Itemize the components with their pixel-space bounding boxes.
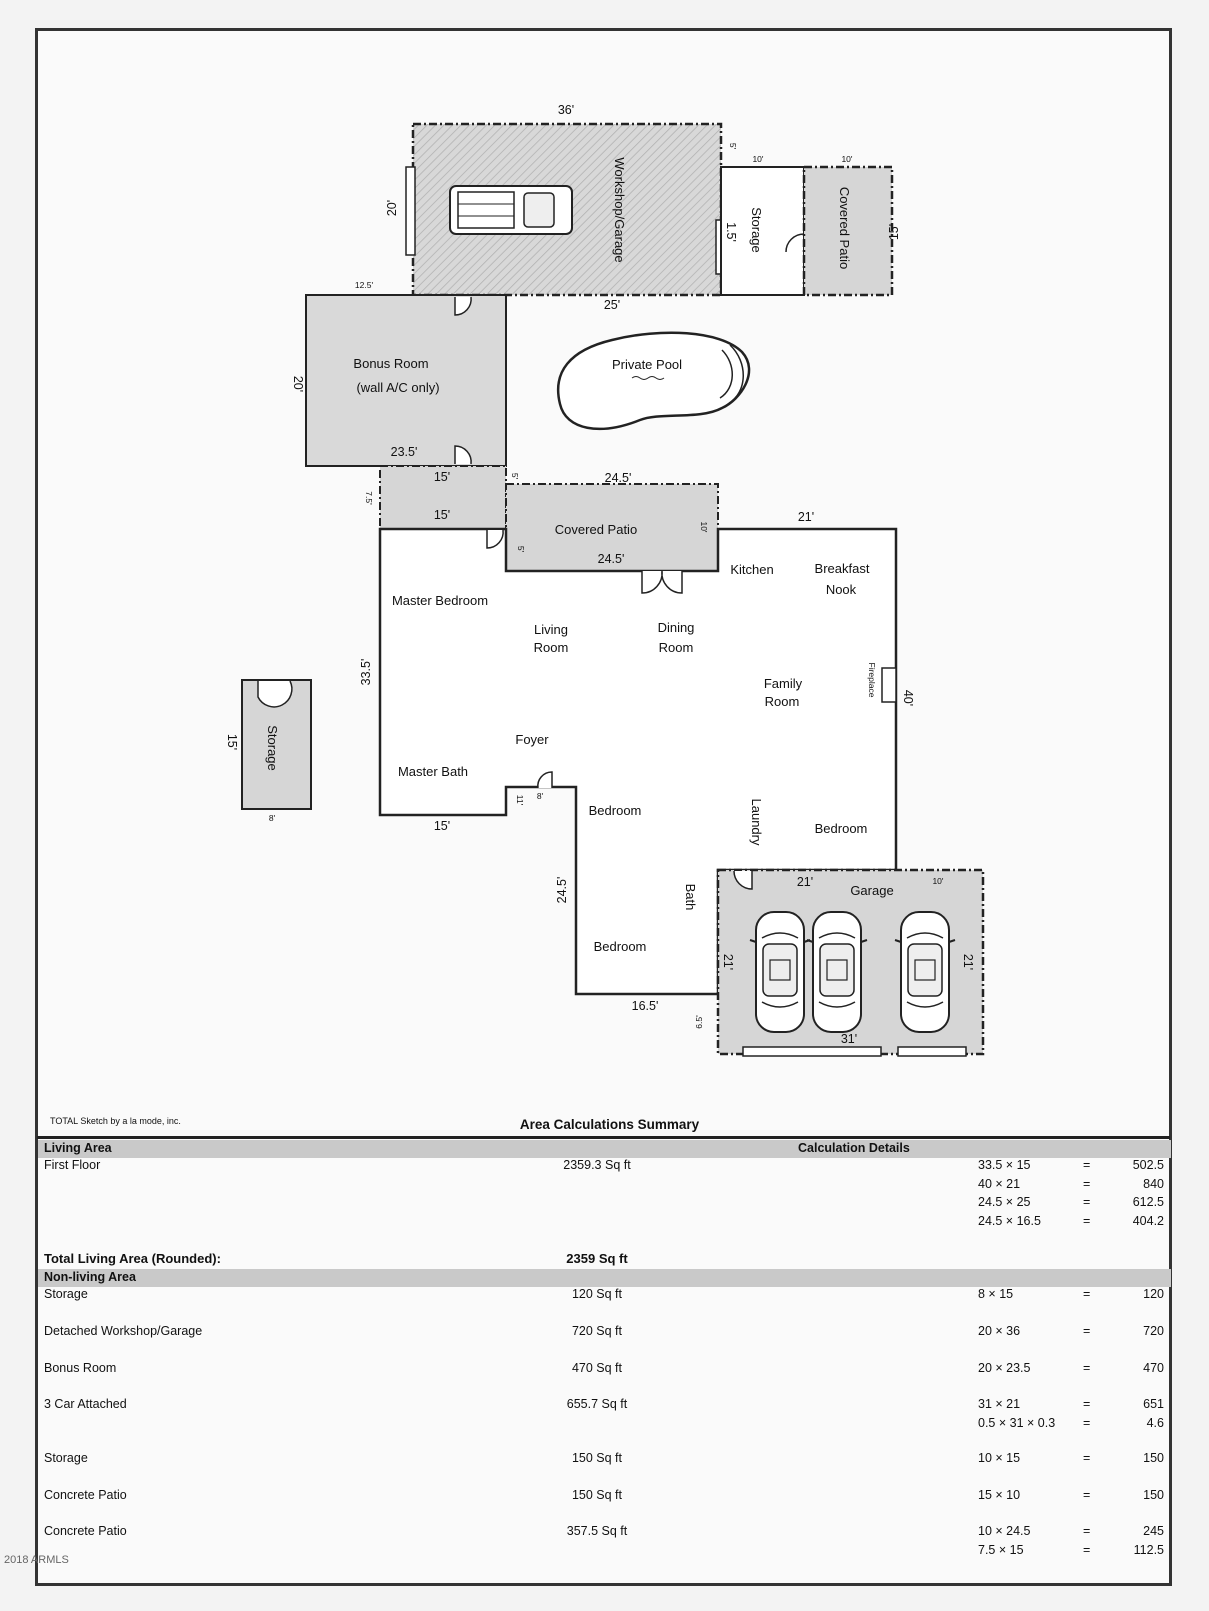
calc-equals: = xyxy=(1083,1415,1091,1430)
row-name: Storage xyxy=(44,1287,88,1301)
label-fireplace: Fireplace xyxy=(867,662,877,698)
calc-equals: = xyxy=(1083,1451,1091,1465)
table-row xyxy=(38,1488,1171,1524)
dim: 23.5' xyxy=(390,445,418,459)
dim: 5' xyxy=(728,142,738,150)
garage-door-2 xyxy=(898,1047,966,1056)
calc-result: 112.5 xyxy=(1133,1542,1164,1557)
label-workshop: Workshop/Garage xyxy=(612,157,627,263)
dim: 10' xyxy=(841,154,853,164)
label-family: Family xyxy=(763,676,803,691)
row-calcs xyxy=(978,1287,1168,1306)
dim: 21' xyxy=(796,875,814,889)
label-storage-top: Storage xyxy=(749,207,764,253)
calc-result: 245 xyxy=(1143,1524,1164,1538)
calc-result: 470 xyxy=(1143,1361,1164,1375)
pool-shape xyxy=(558,333,749,429)
label-nook: Nook xyxy=(825,582,857,597)
dim: 21' xyxy=(961,953,975,971)
calc-equals: = xyxy=(1083,1158,1091,1172)
calc-line xyxy=(978,1195,1168,1214)
dim: 25' xyxy=(603,298,621,312)
label-kitchen: Kitchen xyxy=(730,562,774,577)
dim: 5' xyxy=(510,472,520,480)
dim: 8' xyxy=(268,813,276,823)
row-name: Concrete Patio xyxy=(44,1524,127,1538)
calc-equals: = xyxy=(1083,1542,1091,1557)
label-dining-room: Room xyxy=(658,640,694,655)
row-area: 150 Sq ft xyxy=(571,1488,623,1502)
dim: 31' xyxy=(840,1032,858,1046)
calc-equals: = xyxy=(1083,1176,1091,1191)
divider xyxy=(37,1136,1170,1139)
dim: 10' xyxy=(752,154,764,164)
car-icon xyxy=(750,912,810,1032)
calc-expression: 8 × 15 xyxy=(978,1287,1014,1301)
total-living-row xyxy=(38,1251,1171,1269)
row-calcs xyxy=(978,1361,1168,1380)
row-area: 120 Sq ft xyxy=(571,1287,623,1301)
table-row xyxy=(38,1524,1171,1564)
label-bonus-room: Bonus Room xyxy=(353,356,429,371)
dim: 5' xyxy=(516,545,526,553)
calc-equals: = xyxy=(1083,1361,1091,1375)
dim: 11' xyxy=(515,794,525,806)
row-area: 655.7 Sq ft xyxy=(566,1397,628,1411)
calc-expression: 24.5 × 25 xyxy=(978,1195,1031,1209)
calc-line xyxy=(978,1397,1168,1416)
row-name: First Floor xyxy=(44,1158,101,1172)
dim: 16.5' xyxy=(631,999,659,1013)
label-garage: Garage xyxy=(850,883,894,898)
dim: 40' xyxy=(901,689,915,707)
label-master-bedroom: Master Bedroom xyxy=(391,593,489,608)
dim: 15' xyxy=(887,223,901,241)
calc-line xyxy=(978,1543,1168,1562)
non-living-header xyxy=(38,1269,1171,1287)
calc-expression: 31 × 21 xyxy=(978,1397,1021,1411)
first-floor-row xyxy=(38,1158,1171,1251)
calc-line xyxy=(978,1524,1168,1543)
sketch-credit: TOTAL Sketch by a la mode, inc. xyxy=(50,1116,181,1126)
dim: 12.5' xyxy=(354,280,374,290)
label-master-bath: Master Bath xyxy=(397,764,469,779)
dim: 24.5' xyxy=(604,471,632,485)
dim: 8' xyxy=(536,791,544,801)
calc-expression: 0.5 × 31 × 0.3 xyxy=(978,1415,1056,1430)
calc-expression: 24.5 × 16.5 xyxy=(978,1213,1041,1228)
living-area-header xyxy=(38,1140,1171,1158)
row-calcs xyxy=(978,1451,1168,1470)
dim: 15' xyxy=(225,733,239,751)
calc-expression: 10 × 24.5 xyxy=(978,1524,1031,1538)
row-calcs xyxy=(978,1488,1168,1507)
dim: 10' xyxy=(932,876,944,886)
calc-result: 4.6 xyxy=(1146,1415,1164,1430)
dim: 21' xyxy=(797,510,815,524)
row-calcs xyxy=(978,1524,1168,1561)
label-bath: Bath xyxy=(683,883,698,911)
car-icon xyxy=(807,912,867,1032)
label-living: Living xyxy=(534,622,568,637)
calc-equals: = xyxy=(1083,1488,1091,1502)
label-bedroom-2: Bedroom xyxy=(814,821,868,836)
table-row xyxy=(38,1451,1171,1488)
calc-expression: 33.5 × 15 xyxy=(978,1158,1031,1172)
table-row xyxy=(38,1324,1171,1361)
calc-expression: 10 × 15 xyxy=(978,1451,1021,1465)
calc-line xyxy=(978,1324,1168,1343)
calc-result: 651 xyxy=(1143,1397,1164,1411)
row-calcs xyxy=(978,1397,1168,1434)
row-name: Concrete Patio xyxy=(44,1488,127,1502)
calc-result: 840 xyxy=(1143,1176,1164,1191)
workshop-window xyxy=(406,167,415,255)
row-name: Storage xyxy=(44,1451,88,1465)
calc-line xyxy=(978,1361,1168,1380)
living-area-label: Living Area xyxy=(44,1141,112,1155)
dim: 6.5' xyxy=(694,1015,704,1029)
row-area: 2359.3 Sq ft xyxy=(563,1158,631,1172)
calc-result: 720 xyxy=(1143,1324,1164,1338)
label-storage-left: Storage xyxy=(265,725,280,771)
car-icon xyxy=(895,912,955,1032)
label-family-room: Room xyxy=(764,694,800,709)
calc-line xyxy=(978,1416,1168,1435)
calc-result: 120 xyxy=(1143,1287,1164,1301)
calc-line xyxy=(978,1158,1168,1177)
label-bedroom-1: Bedroom xyxy=(588,803,642,818)
row-name: Detached Workshop/Garage xyxy=(44,1324,203,1338)
dim: 33.5' xyxy=(359,658,373,686)
dim: 10' xyxy=(699,521,709,533)
label-covered-patio-top: Covered Patio xyxy=(837,186,852,270)
calc-line xyxy=(978,1214,1168,1233)
calc-expression: 20 × 23.5 xyxy=(978,1361,1031,1375)
calc-line xyxy=(978,1287,1168,1306)
calc-expression: 7.5 × 15 xyxy=(978,1542,1024,1557)
non-living-rows xyxy=(38,1287,1171,1564)
calc-equals: = xyxy=(1083,1524,1091,1538)
row-area: 470 Sq ft xyxy=(571,1361,623,1375)
watermark: 2018 ARMLS xyxy=(4,1554,69,1566)
dim: 15' xyxy=(433,819,451,833)
label-pool: Private Pool xyxy=(611,357,683,372)
garage-door-1 xyxy=(743,1047,881,1056)
summary-title: Area Calculations Summary xyxy=(519,1117,700,1132)
table-row xyxy=(38,1397,1171,1451)
dim: 20' xyxy=(385,199,399,217)
dim: 21' xyxy=(721,953,735,971)
calc-expression: 15 × 10 xyxy=(978,1488,1021,1502)
calc-result: 502.5 xyxy=(1132,1158,1164,1172)
total-value: 2359 Sq ft xyxy=(566,1251,628,1266)
row-name: 3 Car Attached xyxy=(44,1397,127,1411)
calc-result: 404.2 xyxy=(1132,1213,1164,1228)
calc-equals: = xyxy=(1083,1324,1091,1338)
calc-result: 150 xyxy=(1143,1488,1164,1502)
non-living-label: Non-living Area xyxy=(44,1270,136,1284)
label-breakfast: Breakfast xyxy=(814,561,870,576)
label-dining: Dining xyxy=(657,620,695,635)
label-living-room: Room xyxy=(533,640,569,655)
label-bedroom-3: Bedroom xyxy=(593,939,647,954)
fireplace-icon xyxy=(882,668,896,702)
row-calcs xyxy=(978,1324,1168,1343)
calc-result: 612.5 xyxy=(1132,1195,1164,1209)
calc-expression: 20 × 36 xyxy=(978,1324,1021,1338)
row-calcs xyxy=(978,1158,1168,1232)
pickup-truck-icon xyxy=(450,186,572,234)
dim: 7.5' xyxy=(364,491,374,505)
calc-equals: = xyxy=(1083,1287,1091,1301)
label-laundry: Laundry xyxy=(749,798,764,846)
calc-result: 150 xyxy=(1143,1451,1164,1465)
dim: 36' xyxy=(557,103,575,117)
dim: 24.5' xyxy=(597,552,625,566)
calc-expression: 40 × 21 xyxy=(978,1176,1021,1191)
calculation-details-label: Calculation Details xyxy=(798,1141,910,1155)
dim: 24.5' xyxy=(555,876,569,904)
table-row xyxy=(38,1287,1171,1324)
row-name: Bonus Room xyxy=(44,1361,117,1375)
dim: 1.5' xyxy=(724,222,738,242)
row-area: 357.5 Sq ft xyxy=(566,1524,628,1538)
calc-equals: = xyxy=(1083,1397,1091,1411)
calc-line xyxy=(978,1177,1168,1196)
area-summary-table xyxy=(38,1140,1171,1564)
calc-equals: = xyxy=(1083,1213,1091,1228)
label-covered-patio-main: Covered Patio xyxy=(554,522,638,537)
total-label: Total Living Area (Rounded): xyxy=(44,1251,221,1266)
dim: 20' xyxy=(291,375,305,393)
label-foyer: Foyer xyxy=(515,732,549,747)
calc-line xyxy=(978,1451,1168,1470)
label-bonus-note: (wall A/C only) xyxy=(356,380,440,395)
calc-equals: = xyxy=(1083,1195,1091,1209)
dim: 15' xyxy=(433,508,451,522)
row-area: 720 Sq ft xyxy=(571,1324,623,1338)
table-row xyxy=(38,1361,1171,1397)
calc-line xyxy=(978,1488,1168,1507)
row-area: 150 Sq ft xyxy=(571,1451,623,1465)
dim: 15' xyxy=(433,470,451,484)
